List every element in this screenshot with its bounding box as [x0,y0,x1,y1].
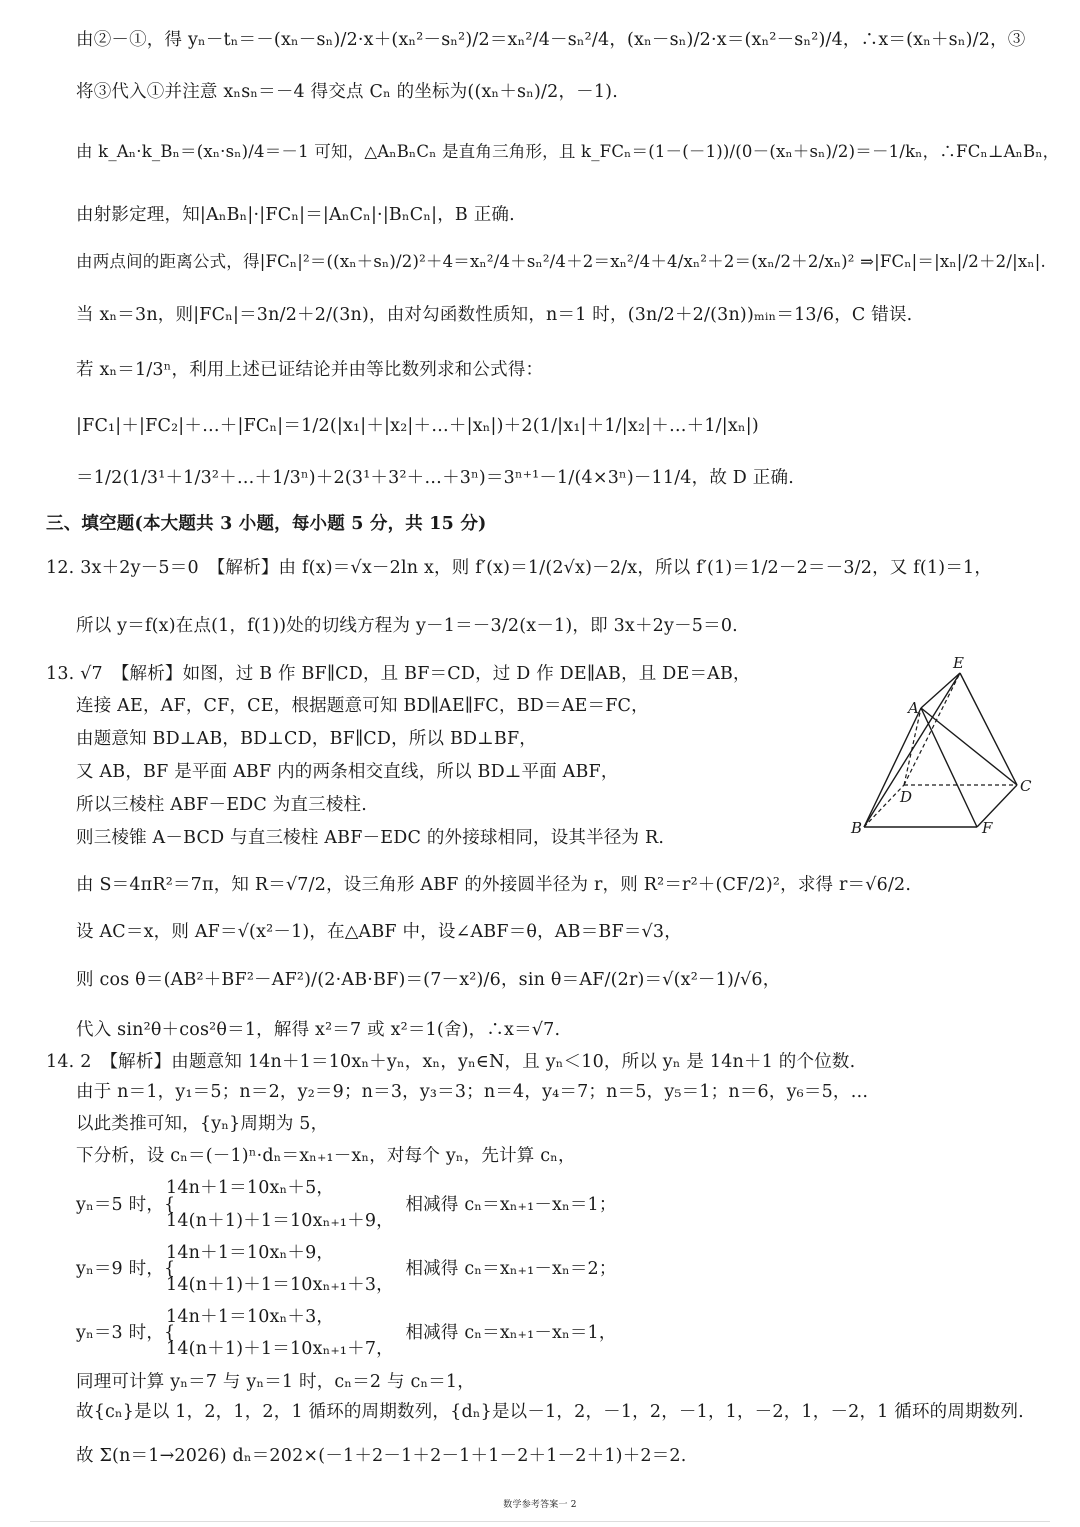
section-heading: 三、填空题(本大题共 3 小题，每小题 5 分，共 15 分) [46,514,487,534]
text-line: 14n＋1＝10xₙ＋3， [166,1307,335,1327]
edge-EC [960,673,1017,785]
text-line: 当 xₙ＝3n，则|FCₙ|＝3n/2＋2/(3n)，由对勾函数性质知，n＝1 时，(3n/2＋2/(3n))ₘᵢₙ＝13/6，C 错误. [76,305,913,325]
text-line: ＝1/2(1/3¹＋1/3²＋…＋1/3ⁿ)＋2(3¹＋3²＋…＋3ⁿ)＝3ⁿ⁺¹－1/(4×3ⁿ)－11/4，故 D 正确. [76,468,794,488]
text-line: 将③代入①并注意 xₙsₙ＝－4 得交点 Cₙ 的坐标为((xₙ＋sₙ)/2，－1). [76,82,618,102]
edge-AC [921,708,1017,785]
text-line: 故{cₙ}是以 1，2，1，2，1 循环的周期数列，{dₙ}是以－1，2，－1，2，－1，1，－2，1，－2，1 循环的周期数列. [76,1402,1024,1422]
text-line: |FC₁|＋|FC₂|＋…＋|FCₙ|＝1/2(|x₁|＋|x₂|＋…＋|xₙ|)＋2(1/|x₁|＋1/|x₂|＋…＋1/|xₙ|) [76,416,759,436]
text-line: 由 S＝4πR²＝7π，知 R＝√7/2，设三角形 ABF 的外接圆半径为 r，则 R²＝r²＋(CF/2)²，求得 r＝√6/2. [76,875,912,895]
label-B: B [851,819,863,837]
text-line: 13. √7 【解析】如图，过 B 作 BF∥CD，且 BF＝CD，过 D 作 DE∥AB，且 DE＝AB， [46,664,751,684]
text-line: 所以 y＝f(x)在点(1，f(1))处的切线方程为 y－1＝－3/2(x－1)，即 3x＋2y－5＝0. [76,616,738,636]
footer-rule [30,1521,1050,1522]
text-line: 故 Σ(n＝1→2026) dₙ＝202×(－1＋2－1＋2－1＋1－2＋1－2＋1)＋2＝2. [76,1446,687,1466]
label-E: E [953,654,964,672]
text-line: 由 k_Aₙ·k_Bₙ＝(xₙ·sₙ)/4＝－1 可知，△AₙBₙCₙ 是直角三角形，且 k_FCₙ＝(1－(－1))/(0－(xₙ＋sₙ)/2)＝－1/kₙ，∴FCₙ⊥AₙBₙ， [76,142,1060,161]
text-line: yₙ＝9 时，{ 相减得 cₙ＝xₙ₊₁－xₙ＝2； [76,1259,617,1279]
text-line: 下分析，设 cₙ＝(－1)ⁿ·dₙ＝xₙ₊₁－xₙ，对每个 yₙ，先计算 cₙ， [76,1146,576,1166]
edge-BD [864,785,904,827]
text-line: 14(n＋1)＋1＝10xₙ₊₁＋3， [166,1275,394,1295]
text-line: 由射影定理，知|AₙBₙ|·|FCₙ|＝|AₙCₙ|·|BₙCₙ|，B 正确. [76,205,515,225]
label-F: F [982,819,993,837]
text-line: 设 AC＝x，则 AF＝√(x²－1)，在△ABF 中，设∠ABF＝θ，AB＝BF＝√3， [76,922,682,942]
text-line: 代入 sin²θ＋cos²θ＝1，解得 x²＝7 或 x²＝1(舍)，∴x＝√7. [76,1020,561,1040]
text-line: 14(n＋1)＋1＝10xₙ₊₁＋9， [166,1211,394,1231]
text-line: 所以三棱柱 ABF－EDC 为直三棱柱. [76,795,368,815]
text-line: 由题意知 BD⊥AB，BD⊥CD，BF∥CD，所以 BD⊥BF， [76,729,537,749]
text-line: 由于 n＝1，y₁＝5；n＝2，y₂＝9；n＝3，y₃＝3；n＝4，y₄＝7；n＝5，y₅＝1；n＝6，y₆＝5，… [76,1082,869,1102]
text-line: yₙ＝5 时，{ 相减得 cₙ＝xₙ₊₁－xₙ＝1； [76,1195,617,1215]
text-line: 由②－①，得 yₙ－tₙ＝－(xₙ－sₙ)/2·x＋(xₙ²－sₙ²)/2＝xₙ²/4－sₙ²/4，(xₙ－sₙ)/2·x＝(xₙ²－sₙ²)/4，∴x＝(xₙ＋sₙ)/2，③ [76,30,1026,50]
label-A: A [908,699,919,717]
text-line: 以此类推可知，{yₙ}周期为 5， [76,1114,329,1134]
page-footer: 数学参考答案一 2 [503,1500,577,1510]
text-line: 12. 3x＋2y－5＝0 【解析】由 f(x)＝√x－2ln x，则 f′(x)＝1/(2√x)－2/x，所以 f′(1)＝1/2－2＝－3/2，又 f(1)＝1， [46,558,993,578]
text-line: 14n＋1＝10xₙ＋5， [166,1178,335,1198]
edge-AE [921,673,960,708]
text-line: 14(n＋1)＋1＝10xₙ₊₁＋7， [166,1339,394,1359]
edge-DA [904,708,921,785]
text-line: yₙ＝3 时，{ 相减得 cₙ＝xₙ₊₁－xₙ＝1， [76,1323,617,1343]
label-D: D [900,788,913,806]
edge-AF [921,708,977,827]
text-line: 连接 AE，AF，CF，CE，根据题意可知 BD∥AE∥FC，BD＝AE＝FC， [76,696,649,716]
edge-DE [904,673,960,785]
label-C: C [1020,777,1032,795]
text-line: 14. 2 【解析】由题意知 14n＋1＝10xₙ＋yₙ，xₙ，yₙ∈N，且 yₙ＜10，所以 yₙ 是 14n＋1 的个位数. [46,1052,856,1072]
text-line: 由两点间的距离公式，得|FCₙ|²＝((xₙ＋sₙ)/2)²＋4＝xₙ²/4＋sₙ²/4＋2＝xₙ²/4＋4/xₙ²＋2＝(xₙ/2＋2/xₙ)² ⇒|FCₙ|＝|xₙ|/2＋2/|xₙ|. [76,252,1046,271]
text-line: 则三棱锥 A－BCD 与直三棱柱 ABF－EDC 的外接球相同，设其半径为 R. [76,828,665,848]
text-line: 又 AB，BF 是平面 ABF 内的两条相交直线，所以 BD⊥平面 ABF， [76,762,619,782]
text-line: 14n＋1＝10xₙ＋9， [166,1243,335,1263]
prism-figure [846,650,1036,840]
text-line: 同理可计算 yₙ＝7 与 yₙ＝1 时，cₙ＝2 与 cₙ＝1， [76,1372,475,1392]
text-line: 则 cos θ＝(AB²＋BF²－AF²)/(2·AB·BF)＝(7－x²)/6，sin θ＝AF/(2r)＝√(x²－1)/√6， [76,970,781,990]
edge-BA [864,708,921,827]
text-line: 若 xₙ＝1/3ⁿ，利用上述已证结论并由等比数列求和公式得： [76,360,544,380]
